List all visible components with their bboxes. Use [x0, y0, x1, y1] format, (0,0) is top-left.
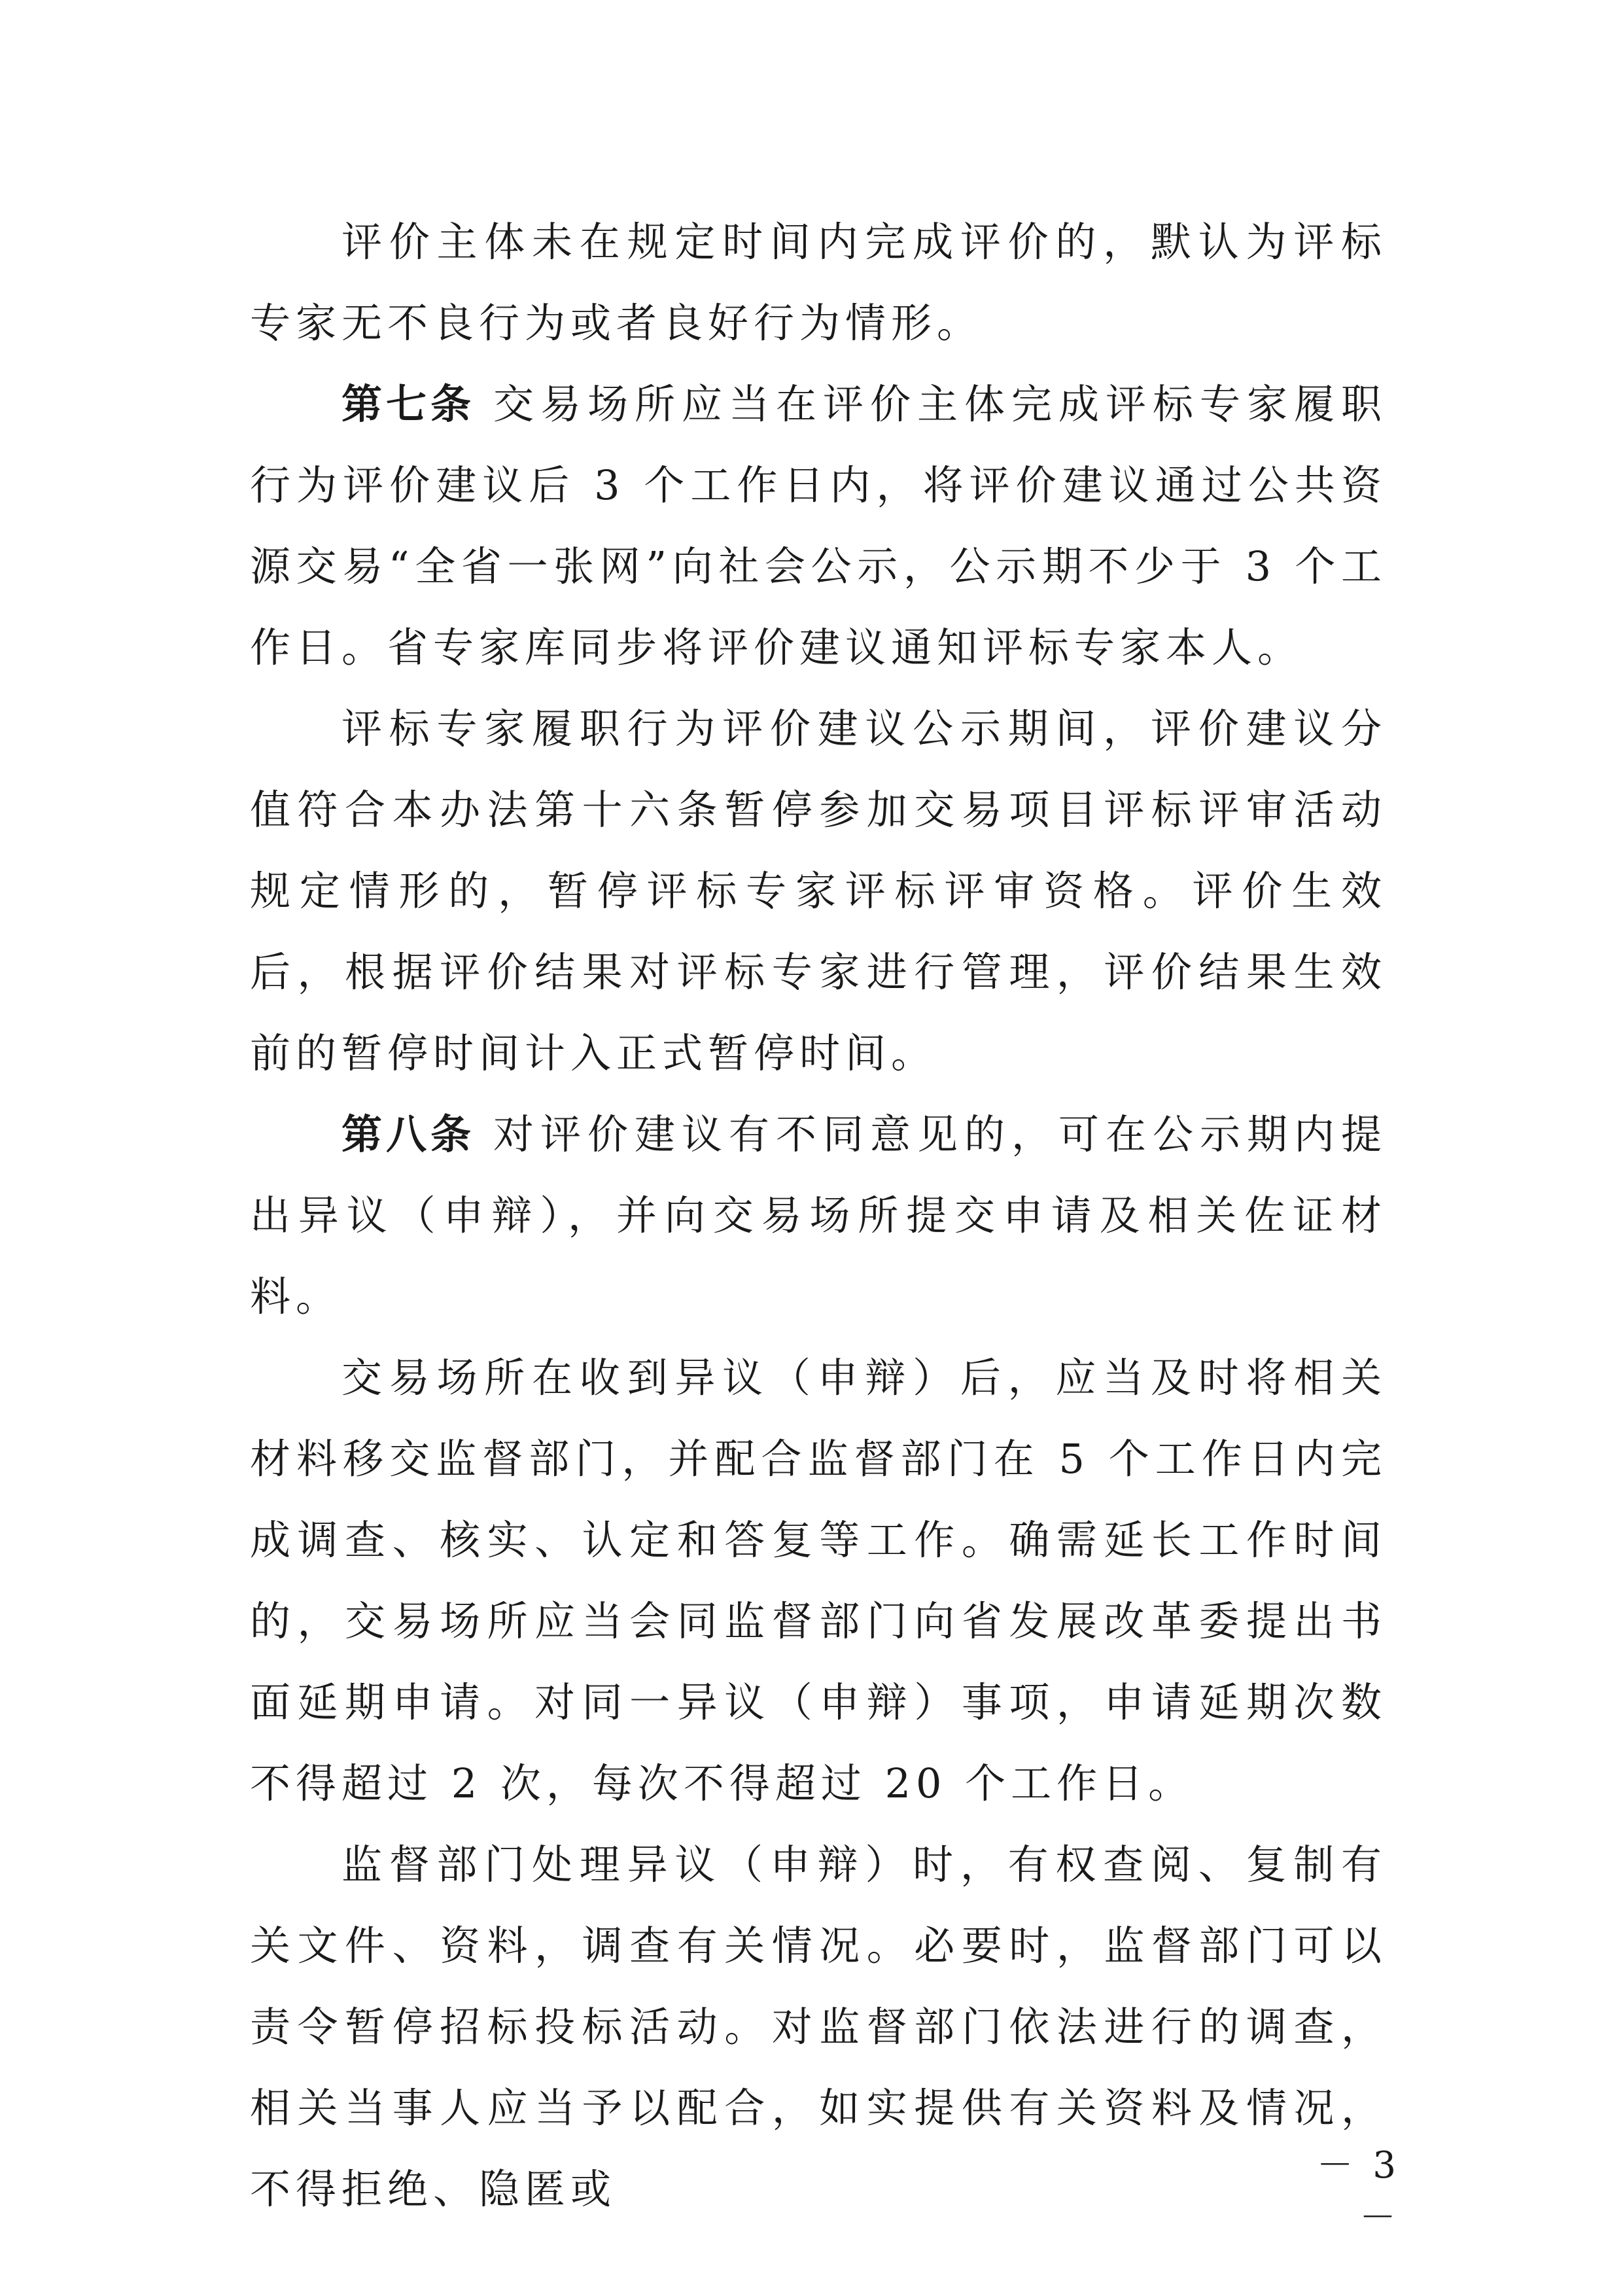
paragraph-text: 交易场所应当在评价主体完成评标专家履职行为评价建议后 3 个工作日内，将评价建议通过公共资源交易“全省一张网”向社会公示，公示期不少于 3 个工作日。省专家库同步将评价建议通知评标专家本人。 — [250, 380, 1387, 671]
paragraph — [250, 1824, 1387, 2230]
document-body — [250, 202, 1387, 2230]
paragraph — [250, 1337, 1387, 1824]
article-heading: 第八条 — [341, 1110, 475, 1158]
paragraph — [250, 202, 1387, 364]
paragraph-text: 交易场所在收到异议（申辩）后，应当及时将相关材料移交监督部门，并配合监督部门在 5 个工作日内完成调查、核实、认定和答复等工作。确需延长工作时间的，交易场所应当会同监督部门向省发展改革委提出书面延期申请。对同一异议（申辩）事项，申请延期次数不得超过 2 次，每次不得超过 20 个工作日。 — [250, 1354, 1387, 1807]
paragraph-article-8 — [250, 1094, 1387, 1337]
paragraph-text: 评标专家履职行为评价建议公示期间，评价建议分值符合本办法第十六条暂停参加交易项目评标评审活动规定情形的，暂停评标专家评标评审资格。评价生效后，根据评价结果对评标专家进行管理，评价结果生效前的暂停时间计入正式暂停时间。 — [250, 705, 1387, 1077]
paragraph-text: 评价主体未在规定时间内完成评价的，默认为评标专家无不良行为或者良好行为情形。 — [250, 218, 1387, 347]
paragraph-text: 监督部门处理异议（申辩）时，有权查阅、复制有关文件、资料，调查有关情况。必要时，监督部门可以责令暂停招标投标活动。对监督部门依法进行的调查，相关当事人应当予以配合，如实提供有关资料及情况，不得拒绝、隐匿或 — [250, 1841, 1387, 2213]
article-heading: 第七条 — [341, 380, 475, 428]
page-number: － 3 － — [1316, 2144, 1400, 2239]
paragraph-text: 对评价建议有不同意见的，可在公示期内提出异议（申辩），并向交易场所提交申请及相关佐证材料。 — [250, 1110, 1387, 1320]
paragraph — [250, 688, 1387, 1094]
paragraph-article-7 — [250, 364, 1387, 688]
